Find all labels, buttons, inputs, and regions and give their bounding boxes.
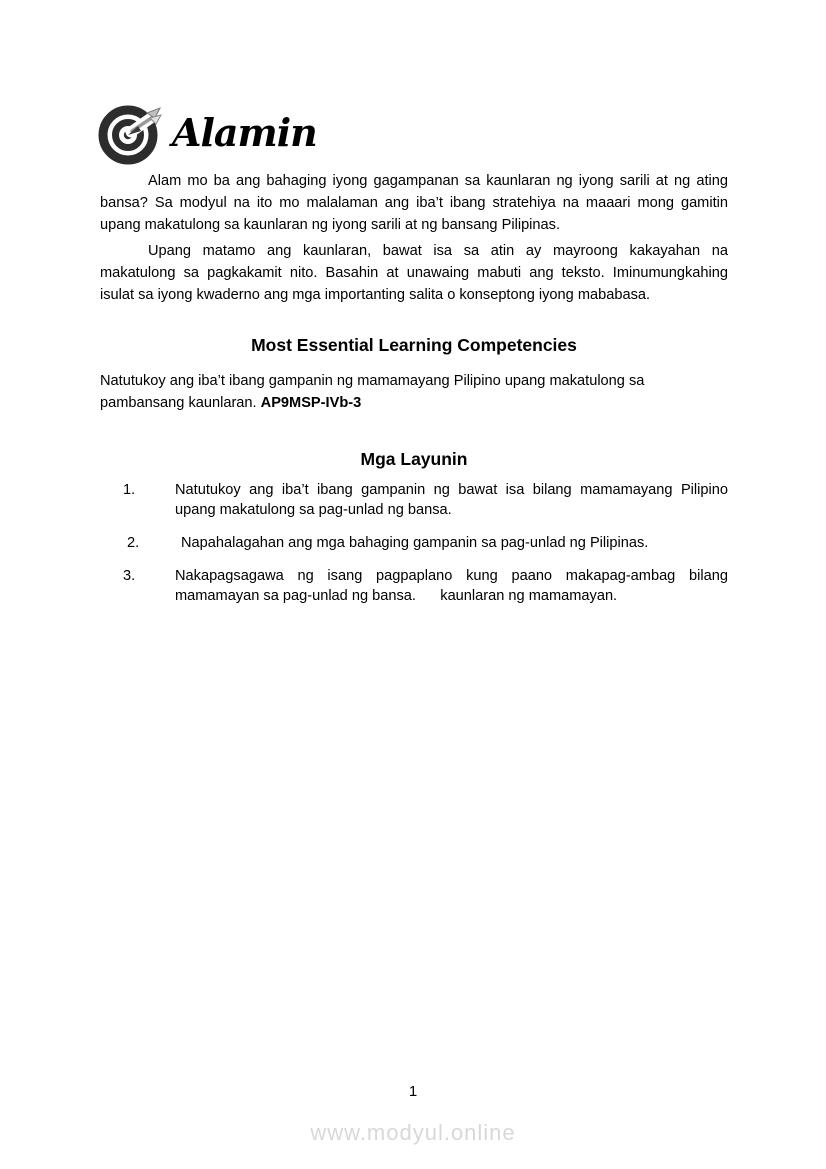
- objective-text: [175, 480, 728, 520]
- text-line: makatulong sa pagkakamit nito. Basahin at unawaing mabuti ang teksto. Iminumungkahing: [100, 265, 728, 281]
- text-line: Natutukoy ang iba’t ibang gampanin ng mamamayang Pilipino upang makatulong sa: [100, 373, 645, 389]
- text-line: upang makatulong sa pag-unlad ng bansa.: [175, 502, 452, 518]
- page-title: Alamin: [172, 110, 317, 155]
- section-header: [98, 0, 728, 165]
- intro-paragraph-1: [100, 170, 728, 236]
- watermark: www.modyul.online: [310, 1120, 516, 1145]
- objectives-heading: Mga Layunin: [360, 449, 468, 469]
- objective-number: 1.: [123, 482, 136, 498]
- objective-item: [100, 533, 728, 553]
- objective-number: 2.: [127, 535, 140, 551]
- text-line: Alam mo ba ang bahaging iyong gagampanan sa kaunlaran ng iyong sarili at ng ating: [148, 173, 728, 189]
- objective-item: [100, 566, 728, 606]
- melc-heading: Most Essential Learning Competencies: [251, 335, 577, 355]
- melc-body: [100, 370, 728, 414]
- objectives-list: [100, 480, 728, 606]
- melc-code: AP9MSP-IVb-3: [260, 395, 362, 411]
- text-line: Upang matamo ang kaunlaran, bawat isa sa atin ay mayroong kakayahan na: [148, 243, 728, 259]
- objective-text: [175, 533, 728, 553]
- objective-item: [100, 480, 728, 520]
- melc-body-text: pambansang kaunlaran.: [100, 395, 261, 411]
- page-number: 1: [408, 1083, 418, 1100]
- intro-paragraph-2: [100, 240, 728, 306]
- text-line: bansa? Sa modyul na ito mo malalaman ang iba’t ibang stratehiya na maaari mong gamitin: [100, 195, 728, 211]
- text-line: upang makatulong sa kaunlaran ng iyong sarili at ng bansang Pilipinas.: [100, 217, 561, 233]
- text-line: Natutukoy ang iba’t ibang gampanin ng bawat isa bilang mamamayang Pilipino: [175, 482, 728, 498]
- objective-number: 3.: [123, 568, 136, 584]
- objective-text: [175, 566, 728, 606]
- text-line: Nakapagsagawa ng isang pagpaplano kung paano makapag-ambag bilang: [175, 568, 728, 584]
- text-line: mamamayan sa pag-unlad ng bansa. kaunlaran ng mamamayan.: [175, 588, 618, 604]
- target-icon: [98, 101, 162, 165]
- text-line: isulat sa iyong kwaderno ang mga importanting salita o konseptong iyong mababasa.: [100, 287, 651, 303]
- text-line: Napahalagahan ang mga bahaging gampanin sa pag-unlad ng Pilipinas.: [181, 535, 649, 551]
- text-line: [100, 392, 728, 414]
